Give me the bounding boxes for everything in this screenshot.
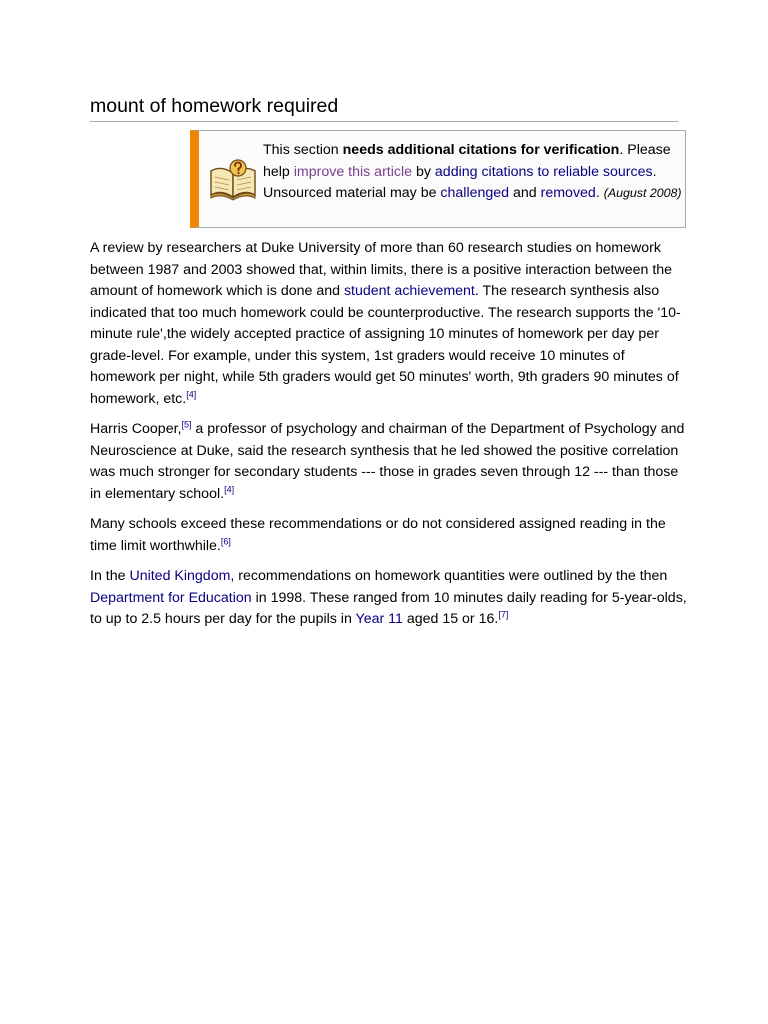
notice-text-part: by [412, 163, 435, 180]
year-11-link[interactable]: Year 11 [355, 611, 403, 627]
reference-link-7[interactable]: [7] [498, 609, 509, 620]
paragraph-text: in 1998. These ranged from 10 minutes daily reading for 5-year-olds, to up to 2.5 hours per day for the pupils in [90, 589, 687, 627]
article-body [90, 238, 688, 640]
reference-link-4[interactable]: [4] [224, 483, 235, 494]
paragraph-duke-review [90, 238, 688, 410]
notice-bold-text: needs additional citations for verification [342, 142, 620, 158]
reference-superscript [221, 536, 231, 546]
paragraph-text: Harris Cooper, [90, 421, 182, 437]
citation-needed-notice [190, 130, 686, 228]
reference-superscript [498, 609, 508, 619]
removed-link[interactable]: removed [540, 185, 596, 201]
notice-text-part: This section [263, 142, 343, 158]
student-achievement-link[interactable]: student achievement [343, 283, 475, 299]
reference-link-6[interactable]: [6] [220, 535, 231, 546]
notice-text-part: . Unsourced material may be [263, 163, 657, 201]
paragraph-text: Many schools exceed these recommendations or do not considered assigned reading in the time limit worthwhile. [90, 516, 666, 554]
paragraph-text: aged 15 or 16. [402, 611, 499, 627]
paragraph-text: A review by researchers at Duke University of more than 60 research studies on homework between 1987 and 2003 showed that, within limits, there is a positive interaction between the amount of homework which is done and [90, 240, 673, 299]
book-question-icon [207, 157, 259, 201]
paragraph-schools-exceed [90, 514, 688, 557]
paragraph-text: , recommendations on homework quantities were outlined by the then [230, 568, 668, 584]
reference-superscript [181, 419, 191, 429]
challenged-link[interactable]: challenged [440, 185, 510, 201]
paragraph-text: . The research synthesis also indicated that too much homework could be counterproductive. The research supports the '10-minute rule',the widely accepted practice of assigning 10 minutes of homework per day per grade-level. For example, under this system, 1st graders would receive 10 minutes of homework per night, while 5th graders would get 50 minutes' worth, 9th graders 90 minutes of homework, etc. [90, 283, 681, 407]
reference-superscript [224, 484, 234, 494]
united-kingdom-link[interactable]: United Kingdom [129, 568, 231, 584]
adding-citations-link[interactable]: adding citations to reliable sources [434, 163, 653, 180]
reference-link-5[interactable]: [5] [181, 419, 192, 430]
notice-text [263, 140, 687, 205]
paragraph-text: In the [90, 568, 130, 584]
reference-superscript [186, 389, 196, 399]
paragraph-text: a professor of psychology and chairman of the Department of Psychology and Neuroscience at Duke, said the research synthesis that he led showed the positive correlation was much stronger for secondary students --- those in grades seven through 12 --- than those in elementary school. [90, 421, 685, 502]
notice-date: (August 2008) [603, 186, 682, 200]
notice-text-part: . [595, 185, 604, 201]
reference-link-4[interactable]: [4] [186, 388, 197, 399]
notice-text-part: . Please help [263, 142, 671, 180]
department-for-education-link[interactable]: Department for Education [90, 589, 252, 606]
notice-text-part: and [509, 185, 541, 201]
paragraph-united-kingdom [90, 566, 688, 631]
improve-article-link[interactable]: improve this article [293, 163, 413, 180]
paragraph-harris-cooper [90, 419, 688, 505]
section-heading: mount of homework required [90, 93, 678, 122]
